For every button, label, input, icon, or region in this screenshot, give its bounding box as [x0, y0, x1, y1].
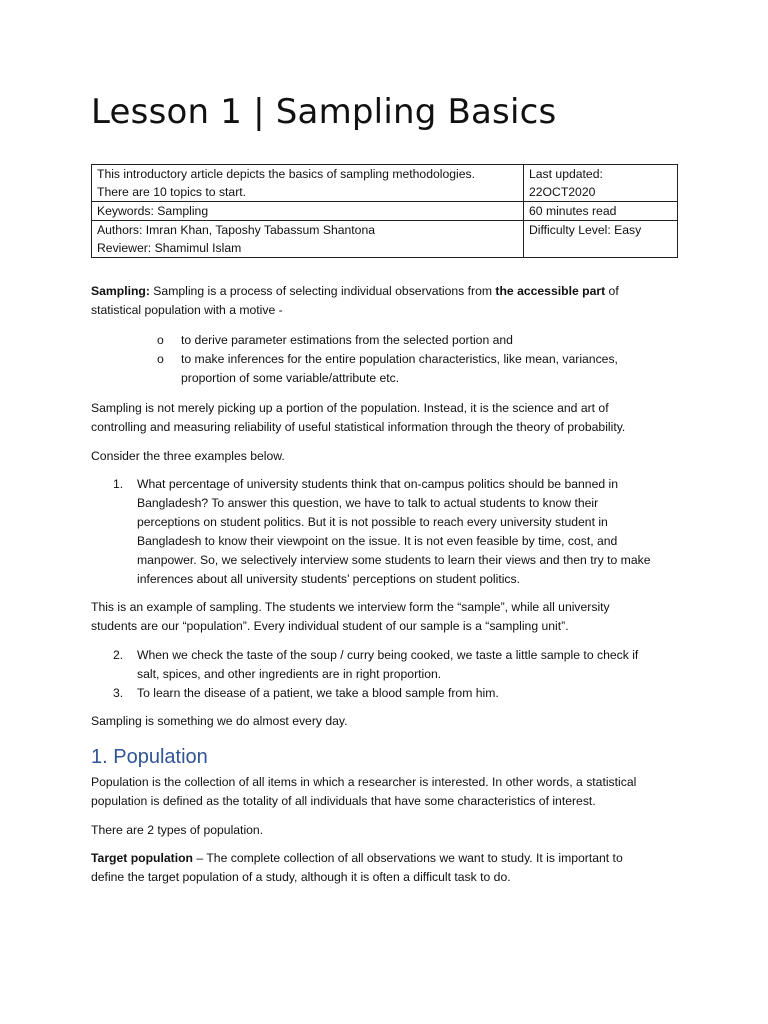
list-number: 2.	[113, 648, 124, 662]
example-line: Bangladesh to know their viewpoint on the issue. It is not even feasible by time, cost, and	[137, 534, 618, 548]
paragraph-line: population is defined as the totality of all individuals that have some characteristics of interest.	[91, 794, 596, 808]
example-list-2	[113, 646, 679, 703]
example-line: What percentage of university students think that on-campus politics should be banned in	[137, 477, 619, 491]
consider-paragraph: Consider the three examples below.	[91, 449, 285, 463]
science-paragraph	[91, 399, 679, 437]
intro-cell	[92, 165, 524, 202]
list-number: 3.	[113, 686, 124, 700]
keywords-cell: Keywords: Sampling	[92, 202, 524, 221]
list-item	[113, 684, 679, 703]
list-item	[113, 646, 679, 684]
paragraph-line: Population is the collection of all items in which a researcher is interested. In other words, a statistical	[91, 775, 637, 789]
read-time-cell: 60 minutes read	[524, 202, 678, 221]
bullet-text-line-2: proportion of some variable/attribute etc.	[181, 371, 400, 385]
example-line: manpower. So, we selectively interview some students to learn their views and then try to make	[137, 553, 651, 567]
table-row	[92, 221, 678, 258]
bullet-text: to derive parameter estimations from the selected portion and	[181, 333, 513, 347]
list-item	[113, 475, 679, 589]
intro-line-1: This introductory article depicts the basics of sampling methodologies.	[97, 167, 475, 181]
example-line: To learn the disease of a patient, we take a blood sample from him.	[137, 686, 499, 700]
paragraph-line: students are our “population”. Every individual student of our sample is a “sampling unit”.	[91, 619, 569, 633]
list-item	[157, 331, 677, 350]
target-population-text: – The complete collection of all observations we want to study. It is important to	[193, 851, 623, 865]
sample-explain-paragraph	[91, 598, 679, 636]
everyday-paragraph: Sampling is something we do almost every day.	[91, 714, 348, 728]
page-title: Lesson 1 | Sampling Basics	[91, 92, 557, 132]
population-definition-paragraph	[91, 773, 679, 811]
table-row	[92, 165, 678, 202]
difficulty-cell: Difficulty Level: Easy	[524, 221, 678, 258]
bullet-marker: o	[157, 352, 164, 366]
last-updated-value: 22OCT2020	[529, 185, 596, 199]
population-types-paragraph: There are 2 types of population.	[91, 823, 264, 837]
example-line: When we check the taste of the soup / curry being cooked, we taste a little sample to check if	[137, 648, 639, 662]
paragraph-line: controlling and measuring reliability of useful statistical information through the theory of probability.	[91, 420, 626, 434]
paragraph-line: This is an example of sampling. The students we interview form the “sample”, while all university	[91, 600, 610, 614]
sampling-def-text: Sampling is a process of selecting individual observations from	[149, 284, 496, 298]
list-item	[157, 350, 677, 388]
list-number: 1.	[113, 477, 124, 491]
authors-cell	[92, 221, 524, 258]
example-line: perceptions on student politics. But it is not possible to reach every university student in	[137, 515, 608, 529]
paragraph-line: define the target population of a study, although it is often a difficult task to do.	[91, 870, 511, 884]
last-updated-label: Last updated:	[529, 167, 603, 181]
section-heading-population: 1. Population	[91, 746, 208, 768]
example-line: inferences about all university students’ perceptions on student politics.	[137, 572, 520, 586]
last-updated-cell	[524, 165, 678, 202]
sampling-def-text-end: of	[605, 284, 619, 298]
example-list-1	[113, 475, 679, 589]
reviewer-text: Reviewer: Shamimul Islam	[97, 241, 242, 255]
motive-bullet-list	[157, 331, 677, 388]
target-population-paragraph	[91, 849, 679, 887]
target-population-term: Target population	[91, 851, 194, 865]
example-line: salt, spices, and other ingredients are in right proportion.	[137, 667, 442, 681]
paragraph-line: Sampling is not merely picking up a portion of the population. Instead, it is the science and art of	[91, 401, 609, 415]
bullet-text: to make inferences for the entire population characteristics, like mean, variances,	[181, 352, 618, 366]
accessible-part-phrase: the accessible part	[495, 284, 606, 298]
bullet-marker: o	[157, 333, 164, 347]
sampling-def-line-2: statistical population with a motive -	[91, 303, 283, 317]
sampling-definition-paragraph	[91, 282, 679, 320]
lesson-info-table	[91, 164, 678, 258]
example-line: Bangladesh? To answer this question, we have to talk to actual students to know their	[137, 496, 599, 510]
sampling-term: Sampling:	[91, 284, 150, 298]
intro-line-2: There are 10 topics to start.	[97, 185, 247, 199]
table-row	[92, 202, 678, 221]
authors-text: Authors: Imran Khan, Taposhy Tabassum Shantona	[97, 223, 376, 237]
